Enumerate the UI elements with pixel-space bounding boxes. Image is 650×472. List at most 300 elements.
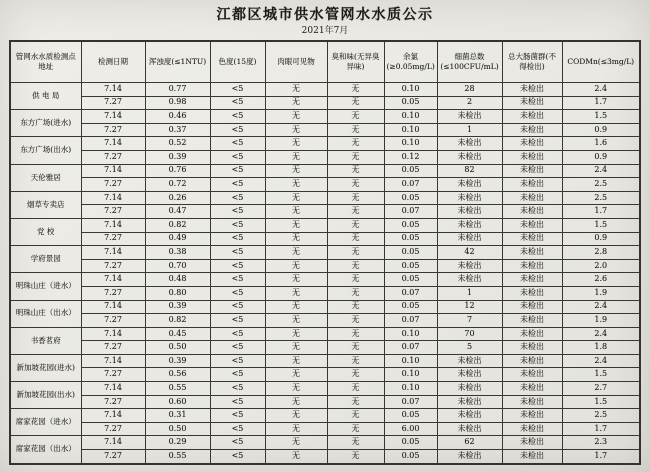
cell-residual-chlorine: 0.05 [384, 259, 437, 273]
cell-coliform: 未检出 [502, 273, 562, 287]
table-row [10, 436, 640, 450]
cell-codmn: 1.7 [562, 450, 640, 464]
cell-odor-taste: 无 [327, 368, 384, 382]
cell-color: <5 [210, 450, 265, 464]
cell-date: 7.14 [81, 218, 145, 232]
cell-odor-taste: 无 [327, 96, 384, 110]
location-name: 学府景园 [10, 246, 81, 273]
cell-bacteria-count: 未检出 [437, 232, 502, 246]
cell-codmn: 2.4 [562, 164, 640, 178]
cell-odor-taste: 无 [327, 246, 384, 260]
cell-bacteria-count: 未检出 [437, 218, 502, 232]
cell-visible-matter: 无 [265, 314, 327, 328]
cell-codmn: 1.7 [562, 422, 640, 436]
cell-visible-matter: 无 [265, 150, 327, 164]
cell-codmn: 1.5 [562, 395, 640, 409]
cell-date: 7.14 [81, 409, 145, 423]
cell-bacteria-count: 未检出 [437, 205, 502, 219]
cell-color: <5 [210, 83, 265, 97]
cell-codmn: 2.4 [562, 83, 640, 97]
table-row [10, 246, 640, 260]
cell-date: 7.27 [81, 368, 145, 382]
cell-visible-matter: 无 [265, 164, 327, 178]
cell-coliform: 未检出 [502, 123, 562, 137]
location-name: 新加坡花园(出水) [10, 382, 81, 409]
table-row [10, 164, 640, 178]
cell-date: 7.27 [81, 96, 145, 110]
cell-bacteria-count: 未检出 [437, 368, 502, 382]
cell-color: <5 [210, 205, 265, 219]
cell-visible-matter: 无 [265, 300, 327, 314]
cell-codmn: 2.4 [562, 354, 640, 368]
cell-coliform: 未检出 [502, 422, 562, 436]
cell-odor-taste: 无 [327, 178, 384, 192]
cell-bacteria-count: 28 [437, 83, 502, 97]
cell-coliform: 未检出 [502, 395, 562, 409]
cell-odor-taste: 无 [327, 286, 384, 300]
table-row [10, 150, 640, 164]
cell-codmn: 2.5 [562, 178, 640, 192]
cell-residual-chlorine: 0.05 [384, 232, 437, 246]
cell-date: 7.27 [81, 150, 145, 164]
cell-odor-taste: 无 [327, 83, 384, 97]
cell-codmn: 2.7 [562, 382, 640, 396]
table-row [10, 422, 640, 436]
table-row [10, 300, 640, 314]
cell-turbidity: 0.82 [145, 314, 210, 328]
cell-residual-chlorine: 0.05 [384, 300, 437, 314]
cell-visible-matter: 无 [265, 83, 327, 97]
cell-date: 7.27 [81, 341, 145, 355]
cell-visible-matter: 无 [265, 178, 327, 192]
cell-residual-chlorine: 0.10 [384, 137, 437, 151]
table-row [10, 409, 640, 423]
cell-date: 7.27 [81, 123, 145, 137]
cell-turbidity: 0.98 [145, 96, 210, 110]
cell-color: <5 [210, 436, 265, 450]
cell-residual-chlorine: 6.00 [384, 422, 437, 436]
cell-date: 7.27 [81, 178, 145, 192]
cell-turbidity: 0.26 [145, 191, 210, 205]
cell-residual-chlorine: 0.10 [384, 382, 437, 396]
cell-odor-taste: 无 [327, 164, 384, 178]
cell-residual-chlorine: 0.10 [384, 368, 437, 382]
table-header [10, 41, 640, 83]
cell-odor-taste: 无 [327, 137, 384, 151]
cell-codmn: 1.9 [562, 286, 640, 300]
cell-turbidity: 0.60 [145, 395, 210, 409]
cell-date: 7.27 [81, 314, 145, 328]
cell-visible-matter: 无 [265, 395, 327, 409]
location-name: 席家花园（出水） [10, 436, 81, 464]
cell-visible-matter: 无 [265, 96, 327, 110]
cell-odor-taste: 无 [327, 382, 384, 396]
cell-color: <5 [210, 354, 265, 368]
cell-residual-chlorine: 0.05 [384, 450, 437, 464]
cell-codmn: 2.8 [562, 246, 640, 260]
cell-bacteria-count: 62 [437, 436, 502, 450]
cell-visible-matter: 无 [265, 327, 327, 341]
cell-bacteria-count: 42 [437, 246, 502, 260]
cell-turbidity: 0.77 [145, 83, 210, 97]
cell-date: 7.14 [81, 246, 145, 260]
location-name: 书香茗府 [10, 327, 81, 354]
cell-color: <5 [210, 246, 265, 260]
cell-turbidity: 0.46 [145, 110, 210, 124]
header-row [10, 41, 640, 83]
cell-residual-chlorine: 0.10 [384, 110, 437, 124]
cell-color: <5 [210, 422, 265, 436]
cell-date: 7.14 [81, 191, 145, 205]
cell-coliform: 未检出 [502, 246, 562, 260]
cell-turbidity: 0.39 [145, 354, 210, 368]
cell-color: <5 [210, 110, 265, 124]
table-row [10, 83, 640, 97]
cell-visible-matter: 无 [265, 436, 327, 450]
cell-codmn: 1.9 [562, 314, 640, 328]
table-row [10, 341, 640, 355]
cell-turbidity: 0.82 [145, 218, 210, 232]
col-header-coliform: 总大肠菌群(不得检出) [502, 41, 562, 83]
cell-odor-taste: 无 [327, 259, 384, 273]
cell-residual-chlorine: 0.05 [384, 164, 437, 178]
cell-color: <5 [210, 395, 265, 409]
cell-codmn: 2.5 [562, 191, 640, 205]
cell-coliform: 未检出 [502, 327, 562, 341]
cell-odor-taste: 无 [327, 123, 384, 137]
cell-residual-chlorine: 0.05 [384, 218, 437, 232]
cell-visible-matter: 无 [265, 382, 327, 396]
cell-visible-matter: 无 [265, 259, 327, 273]
cell-color: <5 [210, 368, 265, 382]
cell-coliform: 未检出 [502, 368, 562, 382]
table-row [10, 259, 640, 273]
cell-residual-chlorine: 0.07 [384, 286, 437, 300]
cell-residual-chlorine: 0.10 [384, 327, 437, 341]
cell-codmn: 2.5 [562, 409, 640, 423]
cell-visible-matter: 无 [265, 191, 327, 205]
table-row [10, 273, 640, 287]
table-row [10, 232, 640, 246]
cell-codmn: 1.7 [562, 96, 640, 110]
cell-codmn: 2.3 [562, 436, 640, 450]
cell-coliform: 未检出 [502, 191, 562, 205]
cell-date: 7.14 [81, 137, 145, 151]
cell-turbidity: 0.52 [145, 137, 210, 151]
cell-date: 7.14 [81, 164, 145, 178]
cell-coliform: 未检出 [502, 354, 562, 368]
cell-bacteria-count: 12 [437, 300, 502, 314]
cell-visible-matter: 无 [265, 137, 327, 151]
cell-date: 7.14 [81, 110, 145, 124]
cell-date: 7.14 [81, 300, 145, 314]
cell-turbidity: 0.55 [145, 450, 210, 464]
cell-codmn: 0.9 [562, 123, 640, 137]
col-header-codmn: CODMn(≤3mg/L) [562, 41, 640, 83]
cell-turbidity: 0.50 [145, 422, 210, 436]
cell-odor-taste: 无 [327, 436, 384, 450]
cell-odor-taste: 无 [327, 232, 384, 246]
cell-coliform: 未检出 [502, 259, 562, 273]
cell-visible-matter: 无 [265, 368, 327, 382]
cell-turbidity: 0.31 [145, 409, 210, 423]
col-header-odor-taste: 臭和味(无异臭异味) [327, 41, 384, 83]
cell-codmn: 2.0 [562, 259, 640, 273]
cell-date: 7.27 [81, 450, 145, 464]
cell-coliform: 未检出 [502, 341, 562, 355]
cell-odor-taste: 无 [327, 341, 384, 355]
cell-visible-matter: 无 [265, 205, 327, 219]
cell-codmn: 0.9 [562, 150, 640, 164]
col-header-date: 检测日期 [81, 41, 145, 83]
table-row [10, 110, 640, 124]
cell-visible-matter: 无 [265, 409, 327, 423]
table-row [10, 137, 640, 151]
cell-visible-matter: 无 [265, 354, 327, 368]
cell-date: 7.14 [81, 354, 145, 368]
cell-turbidity: 0.50 [145, 341, 210, 355]
cell-date: 7.14 [81, 436, 145, 450]
cell-bacteria-count: 未检出 [437, 409, 502, 423]
cell-residual-chlorine: 0.05 [384, 246, 437, 260]
cell-bacteria-count: 1 [437, 286, 502, 300]
cell-visible-matter: 无 [265, 286, 327, 300]
col-header-visible-matter: 肉眼可见物 [265, 41, 327, 83]
cell-coliform: 未检出 [502, 409, 562, 423]
cell-codmn: 2.6 [562, 273, 640, 287]
cell-date: 7.14 [81, 273, 145, 287]
cell-coliform: 未检出 [502, 110, 562, 124]
cell-turbidity: 0.38 [145, 246, 210, 260]
cell-date: 7.14 [81, 327, 145, 341]
col-header-address: 管网水水质检测点地址 [10, 41, 81, 83]
cell-visible-matter: 无 [265, 123, 327, 137]
cell-residual-chlorine: 0.10 [384, 354, 437, 368]
cell-color: <5 [210, 232, 265, 246]
cell-residual-chlorine: 0.10 [384, 83, 437, 97]
cell-bacteria-count: 未检出 [437, 259, 502, 273]
cell-residual-chlorine: 0.07 [384, 205, 437, 219]
table-row [10, 382, 640, 396]
cell-visible-matter: 无 [265, 450, 327, 464]
cell-bacteria-count: 未检出 [437, 450, 502, 464]
location-name: 烟草专卖店 [10, 191, 81, 218]
cell-bacteria-count: 未检出 [437, 191, 502, 205]
cell-date: 7.14 [81, 382, 145, 396]
cell-color: <5 [210, 178, 265, 192]
cell-coliform: 未检出 [502, 286, 562, 300]
cell-odor-taste: 无 [327, 327, 384, 341]
cell-residual-chlorine: 0.10 [384, 123, 437, 137]
water-quality-table [9, 40, 641, 465]
cell-bacteria-count: 70 [437, 327, 502, 341]
cell-color: <5 [210, 409, 265, 423]
cell-codmn: 0.9 [562, 232, 640, 246]
cell-residual-chlorine: 0.07 [384, 314, 437, 328]
cell-bacteria-count: 2 [437, 96, 502, 110]
table-row [10, 327, 640, 341]
cell-coliform: 未检出 [502, 83, 562, 97]
cell-odor-taste: 无 [327, 395, 384, 409]
location-name: 席家花园（进水） [10, 409, 81, 436]
cell-visible-matter: 无 [265, 110, 327, 124]
cell-color: <5 [210, 341, 265, 355]
cell-bacteria-count: 未检出 [437, 110, 502, 124]
cell-turbidity: 0.80 [145, 286, 210, 300]
cell-color: <5 [210, 96, 265, 110]
cell-turbidity: 0.49 [145, 232, 210, 246]
cell-coliform: 未检出 [502, 96, 562, 110]
cell-turbidity: 0.39 [145, 150, 210, 164]
cell-coliform: 未检出 [502, 137, 562, 151]
cell-color: <5 [210, 191, 265, 205]
cell-turbidity: 0.76 [145, 164, 210, 178]
cell-residual-chlorine: 0.05 [384, 191, 437, 205]
col-header-color: 色度(15度) [210, 41, 265, 83]
cell-coliform: 未检出 [502, 218, 562, 232]
cell-coliform: 未检出 [502, 314, 562, 328]
cell-odor-taste: 无 [327, 314, 384, 328]
location-name: 东方广场(进水) [10, 110, 81, 137]
cell-visible-matter: 无 [265, 273, 327, 287]
cell-coliform: 未检出 [502, 382, 562, 396]
col-header-bacteria-count: 细菌总数(≤100CFU/mL) [437, 41, 502, 83]
table-row [10, 123, 640, 137]
table-row [10, 286, 640, 300]
table-row [10, 205, 640, 219]
cell-visible-matter: 无 [265, 422, 327, 436]
cell-odor-taste: 无 [327, 205, 384, 219]
location-name: 明珠山庄（出水） [10, 300, 81, 327]
cell-odor-taste: 无 [327, 273, 384, 287]
cell-turbidity: 0.56 [145, 368, 210, 382]
cell-color: <5 [210, 300, 265, 314]
cell-bacteria-count: 未检出 [437, 150, 502, 164]
report-month: 2021年7月 [301, 26, 349, 36]
cell-date: 7.27 [81, 395, 145, 409]
cell-turbidity: 0.55 [145, 382, 210, 396]
table-row [10, 191, 640, 205]
cell-turbidity: 0.47 [145, 205, 210, 219]
cell-turbidity: 0.70 [145, 259, 210, 273]
cell-visible-matter: 无 [265, 232, 327, 246]
location-name: 东方广场(出水) [10, 137, 81, 164]
cell-coliform: 未检出 [502, 164, 562, 178]
col-header-residual-chlorine: 余氯(≥0.05mg/L) [384, 41, 437, 83]
cell-bacteria-count: 7 [437, 314, 502, 328]
cell-odor-taste: 无 [327, 150, 384, 164]
cell-date: 7.14 [81, 83, 145, 97]
cell-color: <5 [210, 314, 265, 328]
table-row [10, 96, 640, 110]
col-header-turbidity: 浑浊度(≤1NTU) [145, 41, 210, 83]
table-row [10, 178, 640, 192]
cell-date: 7.27 [81, 422, 145, 436]
location-name: 党 校 [10, 218, 81, 245]
cell-date: 7.27 [81, 286, 145, 300]
cell-bacteria-count: 未检出 [437, 422, 502, 436]
table-row [10, 395, 640, 409]
cell-color: <5 [210, 150, 265, 164]
cell-residual-chlorine: 0.05 [384, 96, 437, 110]
page-title: 江都区城市供水管网水水质公示 [216, 7, 434, 23]
cell-residual-chlorine: 0.12 [384, 150, 437, 164]
cell-codmn: 1.7 [562, 205, 640, 219]
cell-coliform: 未检出 [502, 300, 562, 314]
cell-turbidity: 0.45 [145, 327, 210, 341]
cell-odor-taste: 无 [327, 300, 384, 314]
cell-bacteria-count: 未检出 [437, 382, 502, 396]
cell-coliform: 未检出 [502, 232, 562, 246]
location-name: 新加坡花园(进水) [10, 354, 81, 381]
cell-codmn: 2.4 [562, 300, 640, 314]
cell-bacteria-count: 未检出 [437, 178, 502, 192]
cell-residual-chlorine: 0.05 [384, 409, 437, 423]
table-row [10, 354, 640, 368]
cell-bacteria-count: 5 [437, 341, 502, 355]
cell-bacteria-count: 1 [437, 123, 502, 137]
cell-codmn: 1.6 [562, 137, 640, 151]
cell-date: 7.27 [81, 259, 145, 273]
cell-turbidity: 0.29 [145, 436, 210, 450]
cell-color: <5 [210, 382, 265, 396]
cell-bacteria-count: 未检出 [437, 354, 502, 368]
table-row [10, 314, 640, 328]
cell-odor-taste: 无 [327, 218, 384, 232]
cell-color: <5 [210, 218, 265, 232]
cell-visible-matter: 无 [265, 341, 327, 355]
location-name: 供 电 局 [10, 83, 81, 110]
cell-residual-chlorine: 0.07 [384, 395, 437, 409]
cell-residual-chlorine: 0.05 [384, 436, 437, 450]
location-name: 明珠山庄（进水） [10, 273, 81, 300]
cell-date: 7.27 [81, 205, 145, 219]
cell-odor-taste: 无 [327, 354, 384, 368]
cell-color: <5 [210, 123, 265, 137]
cell-coliform: 未检出 [502, 178, 562, 192]
cell-codmn: 1.5 [562, 110, 640, 124]
cell-visible-matter: 无 [265, 246, 327, 260]
cell-codmn: 1.5 [562, 368, 640, 382]
cell-turbidity: 0.72 [145, 178, 210, 192]
cell-color: <5 [210, 286, 265, 300]
cell-residual-chlorine: 0.07 [384, 178, 437, 192]
cell-coliform: 未检出 [502, 205, 562, 219]
cell-codmn: 1.5 [562, 218, 640, 232]
cell-odor-taste: 无 [327, 191, 384, 205]
cell-bacteria-count: 未检出 [437, 137, 502, 151]
table-row [10, 218, 640, 232]
cell-coliform: 未检出 [502, 450, 562, 464]
cell-odor-taste: 无 [327, 110, 384, 124]
cell-turbidity: 0.48 [145, 273, 210, 287]
cell-odor-taste: 无 [327, 450, 384, 464]
cell-color: <5 [210, 164, 265, 178]
cell-codmn: 1.8 [562, 341, 640, 355]
cell-color: <5 [210, 259, 265, 273]
cell-bacteria-count: 未检出 [437, 273, 502, 287]
table-row [10, 368, 640, 382]
cell-bacteria-count: 82 [437, 164, 502, 178]
cell-odor-taste: 无 [327, 422, 384, 436]
cell-codmn: 2.4 [562, 327, 640, 341]
cell-coliform: 未检出 [502, 436, 562, 450]
location-name: 天伦雅居 [10, 164, 81, 191]
cell-residual-chlorine: 0.07 [384, 341, 437, 355]
cell-color: <5 [210, 137, 265, 151]
cell-visible-matter: 无 [265, 218, 327, 232]
cell-coliform: 未检出 [502, 150, 562, 164]
